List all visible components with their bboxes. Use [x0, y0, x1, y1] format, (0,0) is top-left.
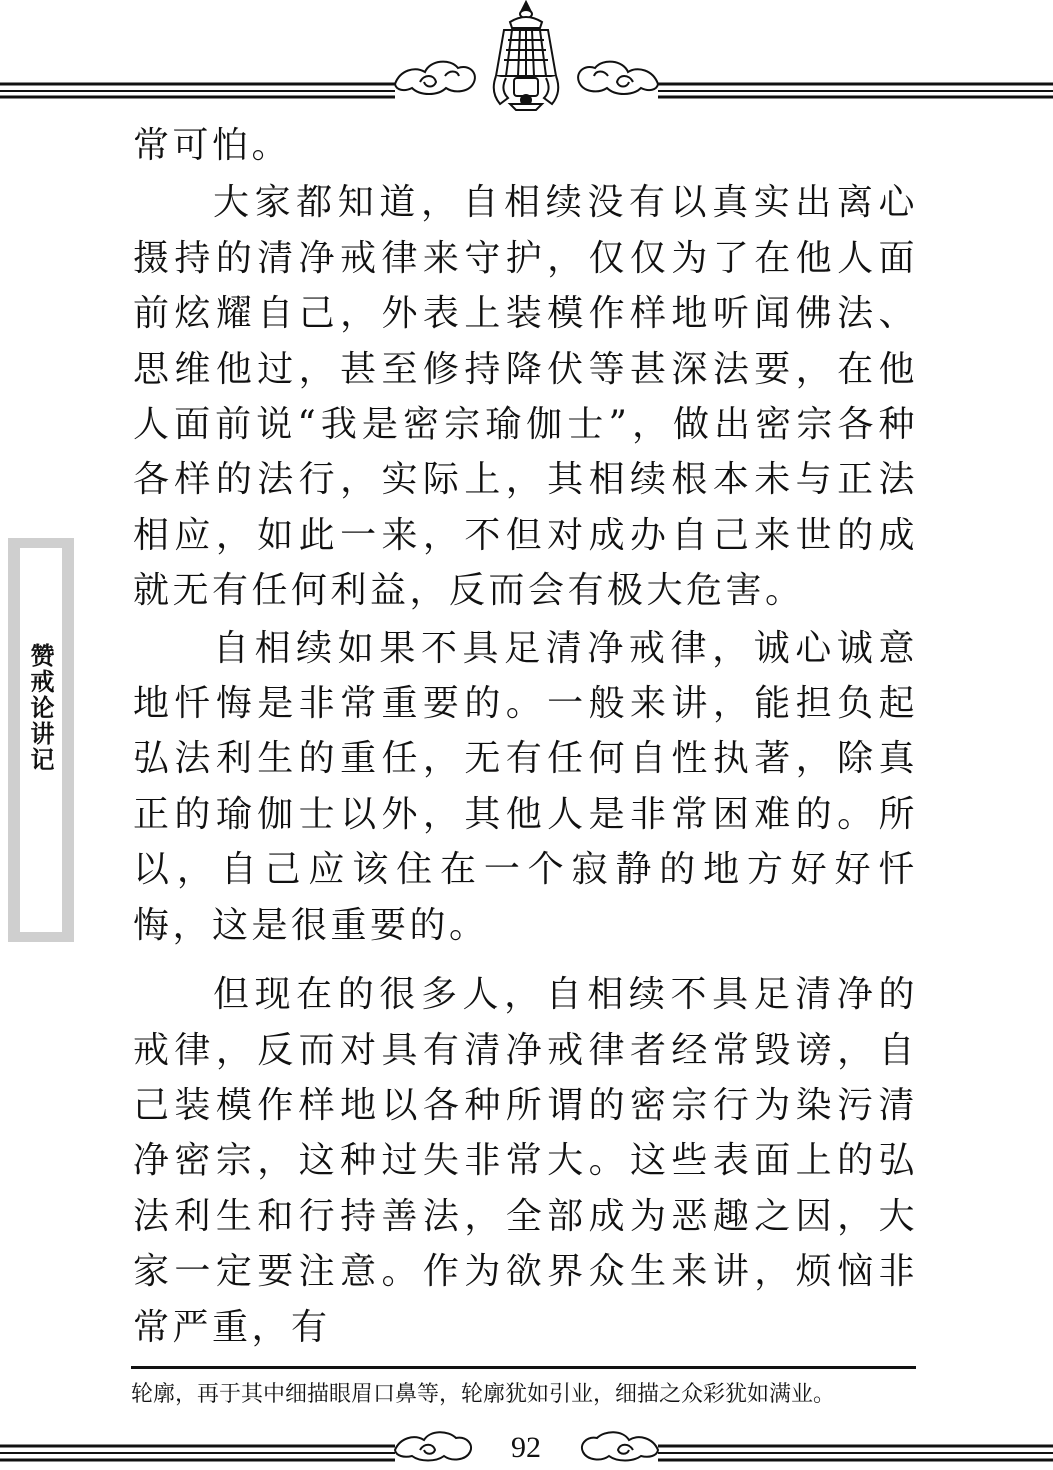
body-text	[133, 118, 918, 1355]
victory-banner-icon	[494, 2, 559, 110]
footer-cloud-right-icon	[582, 1432, 658, 1460]
header-ornament	[0, 0, 1053, 115]
page-number: 92	[511, 1431, 541, 1464]
cloud-ornament-left-icon	[395, 62, 475, 94]
footnote-text: 轮廓，再于其中细描眼眉口鼻等，轮廓犹如引业，细描之众彩犹如满业。	[131, 1382, 836, 1407]
footer-cloud-left-icon	[395, 1432, 471, 1460]
cloud-ornament-right-icon	[578, 62, 658, 94]
paragraph: 自相续如果不具足清净戒律，诚心诚意地忏悔是非常重要的。一般来讲，能担负起弘法利生的重任，无有任何自性执著，除真正的瑜伽士以外，其他人是非常困难的。所以，自己应该住在一个寂静的地方好好忏悔，这是很重要的。	[133, 627, 918, 946]
side-tab-title: 赞戒论讲记	[26, 643, 55, 773]
side-tab-panel	[20, 548, 62, 932]
paragraph: 常可怕。	[133, 125, 292, 166]
side-chapter-tab	[8, 538, 74, 942]
paragraph: 但现在的很多人，自相续不具足清净的戒律，反而对具有清净戒律者经常毁谤，自己装模作样地以各种所谓的密宗行为染污清净密宗，这种过失非常大。这些表面上的弘法利生和行持善法，全部成为恶趣之因，大家一定要注意。作为欲界众生来讲，烦恼非常严重，有	[133, 974, 918, 1348]
footnote-rule	[131, 1366, 916, 1369]
paragraph: 大家都知道，自相续没有以真实出离心摄持的清净戒律来守护，仅仅为了在他人面前炫耀自己，外表上装模作样地听闻佛法、思维他过，甚至修持降伏等甚深法要，在他人面前说“我是密宗瑜伽士”，做出密宗各种各样的法行，实际上，其相续根本未与正法相应，如此一来，不但对成办自己来世的成就无有任何利益，反而会有极大危害。	[133, 182, 918, 612]
